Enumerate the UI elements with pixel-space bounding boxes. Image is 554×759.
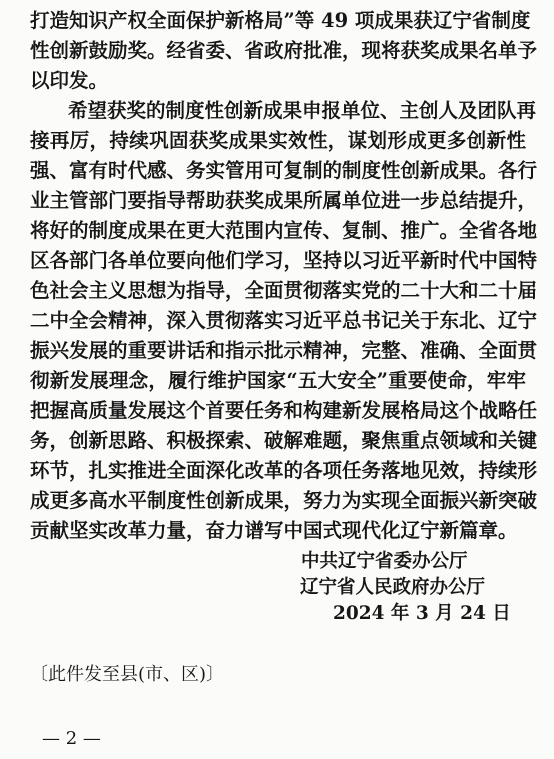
body-line-11: 二中全会精神，深入贯彻落实习近平总书记关于东北、辽宁 xyxy=(30,309,538,332)
body-line-5: 接再厉，持续巩固获奖成果实效性，谋划形成更多创新性 xyxy=(30,129,526,152)
issuer-party-office: 中共辽宁省委办公厅 xyxy=(301,551,468,572)
body-line-13: 彻新发展理念，履行维护国家“五大安全”重要使命，牢牢 xyxy=(30,369,526,392)
body-line-8: 将好的制度成果在更大范围内宣传、复制、推广。全省各地 xyxy=(30,219,538,242)
body-line-15: 务，创新思路、积极探索、破解难题，聚焦重点领域和关键 xyxy=(30,429,538,452)
body-line-12: 振兴发展的重要讲话和指示批示精神，完整、准确、全面贯 xyxy=(30,339,538,362)
body-line-14: 把握高质量发展这个首要任务和构建新发展格局这个战略任 xyxy=(30,399,538,422)
body-line-3: 以印发。 xyxy=(30,69,109,92)
page-number: — 2 — xyxy=(42,728,101,749)
body-line-7: 业主管部门要指导帮助获奖成果所属单位进一步总结提升， xyxy=(30,189,538,212)
body-line-6: 强、富有时代感、务实管用可复制的制度性创新成果。各行 xyxy=(30,159,538,182)
body-line-16: 环节，扎实推进全面深化改革的各项任务落地见效，持续形 xyxy=(30,459,538,482)
body-line-18: 贡献坚实改革力量，奋力谱写中国式现代化辽宁新篇章。 xyxy=(30,519,518,542)
body-line-10: 色社会主义思想为指导，全面贯彻落实党的二十大和二十届 xyxy=(30,279,538,302)
body-line-17: 成更多高水平制度性创新成果，努力为实现全面振兴新突破 xyxy=(30,489,538,512)
body-line-9: 区各部门各单位要向他们学习，坚持以习近平新时代中国特 xyxy=(30,249,538,272)
body-line-4: 希望获奖的制度性创新成果申报单位、主创人及团队再 xyxy=(68,99,537,122)
issuer-government-office: 辽宁省人民政府办公厅 xyxy=(300,577,486,598)
body-line-2: 性创新鼓励奖。经省委、省政府批准，现将获奖成果名单予 xyxy=(30,39,538,62)
distribution-note: 〔此件发至县(市、区)〕 xyxy=(30,664,225,685)
body-line-1: 打造知识产权全面保护新格局”等 49 项成果获辽宁省制度 xyxy=(30,9,531,32)
issue-date: 2024 年 3 月 24 日 xyxy=(333,603,511,624)
